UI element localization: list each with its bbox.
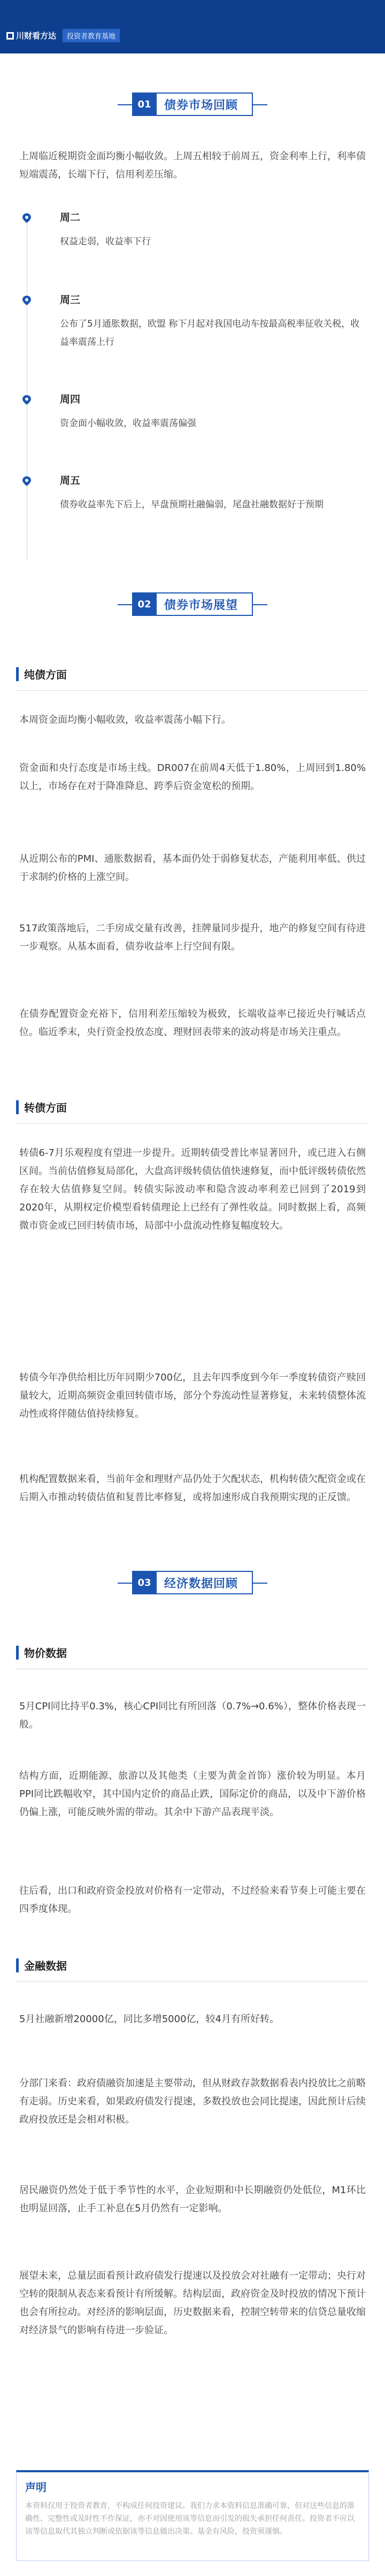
paragraph: 居民融资仍然处于低于季节性的水平，企业短期和中长期融资仍处低位，M1环比也明显回落，止手工补息在5月仍然有一定影响。	[19, 2185, 366, 2214]
week-text: 公布了5月通胀数据，欧盟 称下月起对我国电动车按最高税率征收关税，收益率震荡上行	[60, 319, 360, 348]
week-item	[0, 391, 385, 433]
paragraph: 资金面和央行态度是市场主线。DR007在前周4天低于1.80%，上周回到1.80%以上，市场存在对于降准降息、跨季后资金宽松的预期。	[19, 762, 366, 792]
week-day: 周四	[60, 394, 81, 405]
paragraph: 转债今年净供给相比历年同期少700亿，且去年四季度到今年一季度转债资产赎回量较大，近期高频资金重回转债市场，部分个券流动性显著修复，未来转债整体流动性或将伴随估值持续修复。	[19, 1372, 366, 1420]
week-day: 周五	[60, 475, 81, 487]
subheading-prices: 物价数据	[16, 1636, 369, 1669]
disclaimer-text: 本资料仅用于投资者教育，不构成任何投资建议。我们力求本资料信息准确可靠，但对这些信息的准确性、完整性或及时性不作保证，亦不对因使用该等信息而引发的损失承担任何责任。投资者不应以该等信息取代其独立判断或依据该等信息做出决策。基金有风险，投资须谨慎。	[25, 2502, 355, 2536]
section-title-1	[0, 86, 385, 123]
pin-icon	[21, 395, 32, 405]
paragraph: 从近期公布的PMI、通胀数据看，基本面仍处于弱修复状态，产能利用率低、供过于求制约价格的上涨空间。	[19, 853, 366, 883]
section-heading: 债券市场展望	[164, 598, 238, 612]
paragraph: 机构配置数据来看，当前年金和理财产品仍处于欠配状态，机构转债欠配资金或在后期入市推动转债估值和复普比率修复，或将加速形成自我预期实现的正反馈。	[19, 1474, 366, 1503]
section-number: 02	[132, 592, 157, 616]
section-title-2	[0, 585, 385, 623]
top-banner	[0, 0, 385, 53]
subheading-finance: 金融数据	[16, 1949, 369, 1982]
week-text: 债券收益率先下后上，早盘预期社融偏弱，尾盘社融数据好于预期	[60, 499, 324, 510]
paragraph: 结构方面，近期能源、旅游以及其他类（主要为黄金首饰）涨价较为明显。本月PPI同比跌幅收窄，其中国内定价的商品止跌，国际定价的商品，以及中下游价格仍偏上涨，可能反映外需的带动。其余中下游产品表现平淡。	[19, 1770, 366, 1818]
section1-intro: 上周临近税期资金面均衡小幅收敛。上周五相较于前周五，资金利率上行，利率债短端震荡，长端下行，信用利差压缩。	[19, 151, 366, 180]
paragraph: 5月社融新增20000亿，同比多增5000亿，较4月有所好转。	[19, 2014, 279, 2025]
pin-icon	[21, 476, 32, 487]
paragraph: 分部门来看：政府债融资加速是主要带动，但从财政存款数据看表内投放比之前略有走弱。历史来看，如果政府债发行提速，多数投放也会同比提速，因此预计后续政府投放还是会相对积极。	[19, 2078, 366, 2125]
paragraph: 转债6-7月乐观程度有望进一步提升。近期转债受普比率显著回升，或已进入右侧区间。当前估值修复局部化，大盘高评级转债估值快速修复，而中低评级转债依然存在较大估值修复空间。转债实际波动率和隐含波动率利差已回到了2019到2020年，从期权定价模型看转债理论上已经有了弹性收益。同时数据上看，高频微市资金或已回归转债市场，局部中小盘流动性修复幅度较大。	[19, 1147, 366, 1231]
section-number: 03	[132, 1571, 157, 1594]
section-title-3	[0, 1564, 385, 1601]
brand-tag: 投资者教育基地	[63, 29, 120, 42]
pin-icon	[21, 295, 32, 306]
logo-icon	[6, 32, 14, 40]
paragraph: 本周资金面均衡小幅收敛，收益率震荡小幅下行。	[19, 714, 231, 726]
paragraph: 在债券配置资金充裕下，信用利差压缩较为极致，长端收益率已接近央行喊话点位。临近季末，央行资金投放态度、理财回表带来的波动将是市场关注重点。	[19, 1008, 366, 1038]
section-heading: 债券市场回顾	[164, 98, 238, 112]
section-number: 01	[132, 92, 157, 116]
paragraph: 展望未来，总量层面看预计政府债发行提速以及投放会对社融有一定带动；央行对空转的限制从表态来看预计有所缓解。结构层面，政府资金及时投放的情况下预计也会有所拉动。对经济的影响层面，历史数据来看，控制空转带来的信贷总量收缩对经济景气的影响有待进一步验证。	[19, 2270, 366, 2336]
week-day: 周三	[60, 294, 81, 306]
section-heading: 经济数据回顾	[164, 1577, 238, 1591]
week-text: 资金面小幅收敛，收益率震荡偏强	[60, 418, 196, 429]
pin-icon	[21, 213, 32, 223]
week-text: 权益走弱，收益率下行	[60, 236, 151, 247]
week-day: 周二	[60, 212, 81, 223]
week-item	[0, 292, 385, 351]
disclaimer-title: 声明	[25, 2481, 47, 2494]
subheading-convertible: 转债方面	[16, 1091, 369, 1124]
paragraph: 5月CPI同比持平0.3%，核心CPI同比有所回落（0.7%→0.6%），整体价格表现一般。	[19, 1701, 366, 1730]
brand-logo	[6, 30, 56, 41]
week-item	[0, 473, 385, 514]
paragraph: 往后看，出口和政府资金投放对价格有一定带动，不过经验来看节奏上可能主要在四季度体现。	[19, 1885, 366, 1915]
subheading-pure-bond: 纯债方面	[16, 658, 369, 691]
disclaimer-box	[16, 2470, 369, 2561]
paragraph: 517政策落地后，二手房成交量有改善，挂牌量同步提升，地产的修复空间有待进一步观察。从基本面看，债券收益率上行空间有限。	[19, 923, 366, 952]
logo-text: 川财看方达	[16, 31, 57, 41]
week-item	[0, 210, 385, 251]
logo-row	[6, 29, 120, 42]
